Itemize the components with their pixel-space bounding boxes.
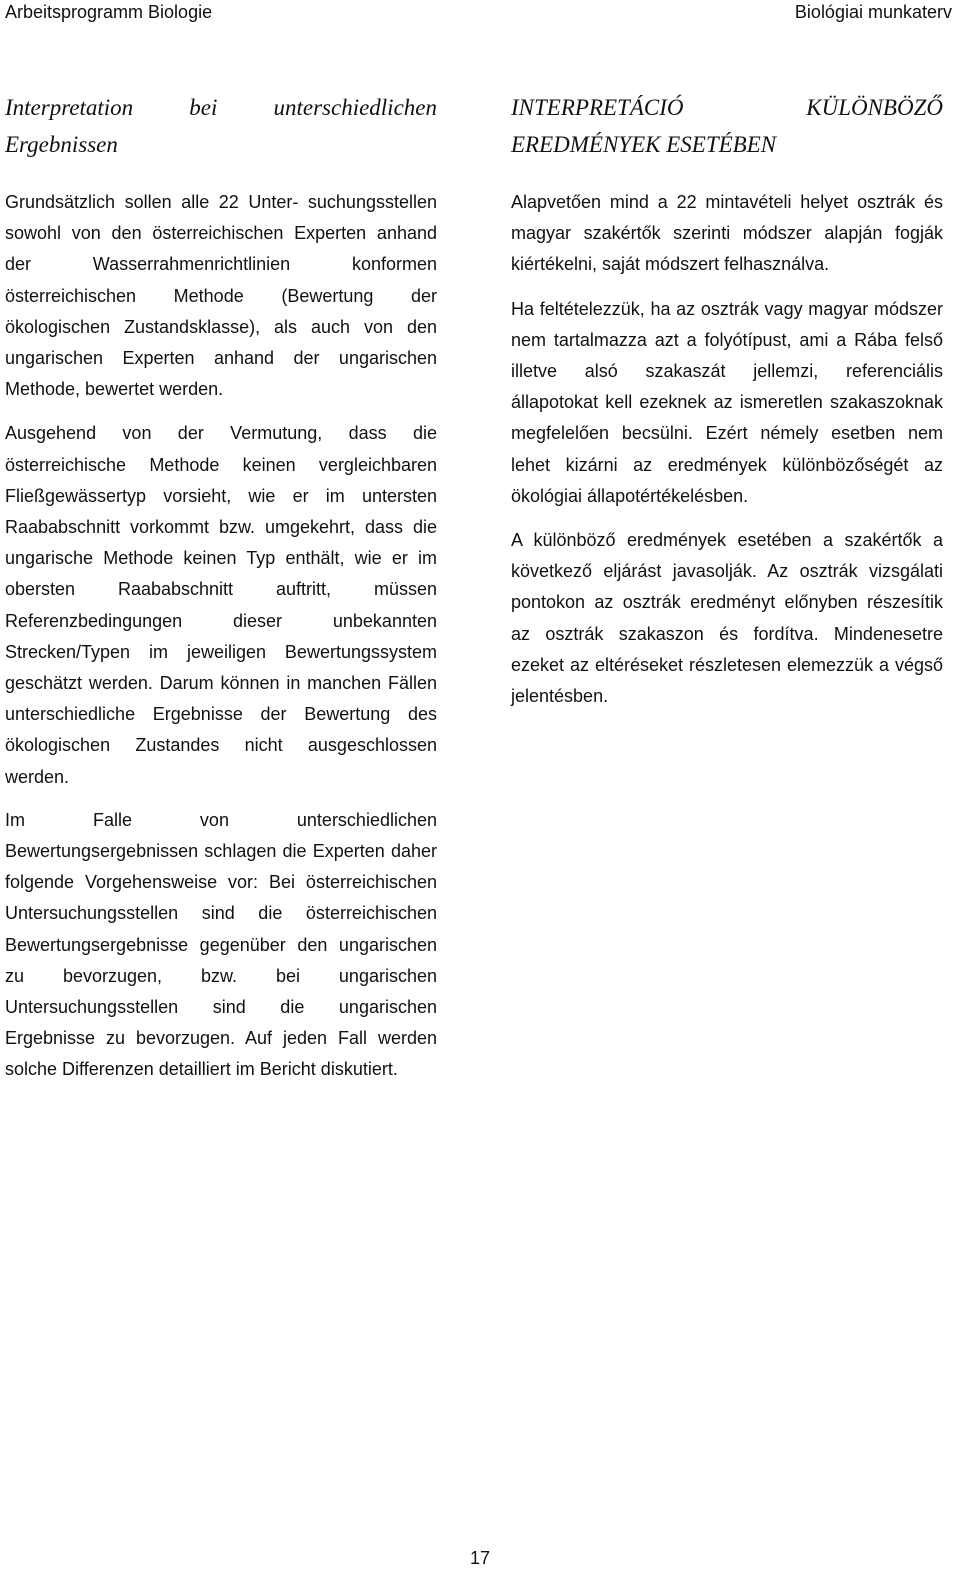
hungarian-heading-line1: INTERPRETÁCIÓ KÜLÖNBÖZŐ (511, 95, 943, 120)
german-heading-line1: Interpretation bei unterschiedlichen (5, 95, 437, 120)
german-column (5, 89, 437, 1086)
hungarian-paragraph-3: A különböző eredmények esetében a szakértők a következő eljárást javasolják. Az osztrák vizsgálati pontokon az osztrák eredményt előnyben részesítik az osztrák szakaszon és fordítva. Mindenesetre ezeket az eltéréseket részletesen elemezzük a végső jelentésben. (511, 530, 943, 707)
german-heading-line2: Ergebnissen (5, 132, 118, 157)
running-header-right: Biológiai munkaterv (794, 2, 952, 22)
hungarian-paragraph-1: Alapvetően mind a 22 mintavételi helyet osztrák és magyar szakértők szerinti módszer alapján fogják kiértékelni, saját módszert felhasználva. (511, 192, 943, 275)
hungarian-section-heading (511, 89, 943, 163)
german-section-heading (5, 89, 437, 163)
running-header-left: Arbeitsprogramm Biologie (5, 2, 213, 22)
hungarian-column (511, 89, 943, 712)
german-paragraph-2: Ausgehend von der Vermutung, dass die österreichische Methode keinen vergleichbaren Fließgewässertyp vorsieht, wie er im untersten Raababschnitt vorkommt bzw. umgekehrt, dass die ungarische Methode keinen Typ enthält, wie er im obersten Raababschnitt auftritt, müssen Referenzbedingungen dieser unbekannten Strecken/Typen im jeweiligen Bewertungssystem geschätzt werden. Darum können in manchen Fällen unterschiedliche Ergebnisse der Bewertung des ökologischen Zustandes nicht ausgeschlossen werden. (5, 423, 437, 787)
german-paragraph-1: Grundsätzlich sollen alle 22 Unter- suchungsstellen sowohl von den österreichischen Experten anhand der Wasserrahmenrichtlinien konformen österreichischen Methode (Bewertung der ökologischen Zustandsklasse), als auch von den ungarischen Experten anhand der ungarischen Methode, bewertet werden. (5, 192, 437, 400)
hungarian-paragraph-2: Ha feltételezzük, ha az osztrák vagy magyar módszer nem tartalmazza azt a folyótípust, ami a Rába felső illetve alsó szakaszát jellemzi, referenciális állapotokat kell ezeknek az ismeretlen szakaszoknak megfelelően becsülni. Ezért némely esetben nem lehet kizárni az eredmények különbözőségét az ökológiai állapotértékelésben. (511, 298, 943, 506)
hungarian-heading-line2: EREDMÉNYEK ESETÉBEN (511, 132, 777, 157)
page-number: 17 (469, 1548, 491, 1568)
german-paragraph-3: Im Falle von unterschiedlichen Bewertungsergebnissen schlagen die Experten daher folgende Vorgehensweise vor: Bei österreichischen Untersuchungsstellen sind die österreichischen Bewertungsergebnisse gegenüber den ungarischen zu bevorzugen, bzw. bei ungarischen Untersuchungsstellen sind die ungarischen Ergebnisse zu bevorzugen. Auf jeden Fall werden solche Differenzen detailliert im Bericht diskutiert. (5, 809, 437, 1080)
